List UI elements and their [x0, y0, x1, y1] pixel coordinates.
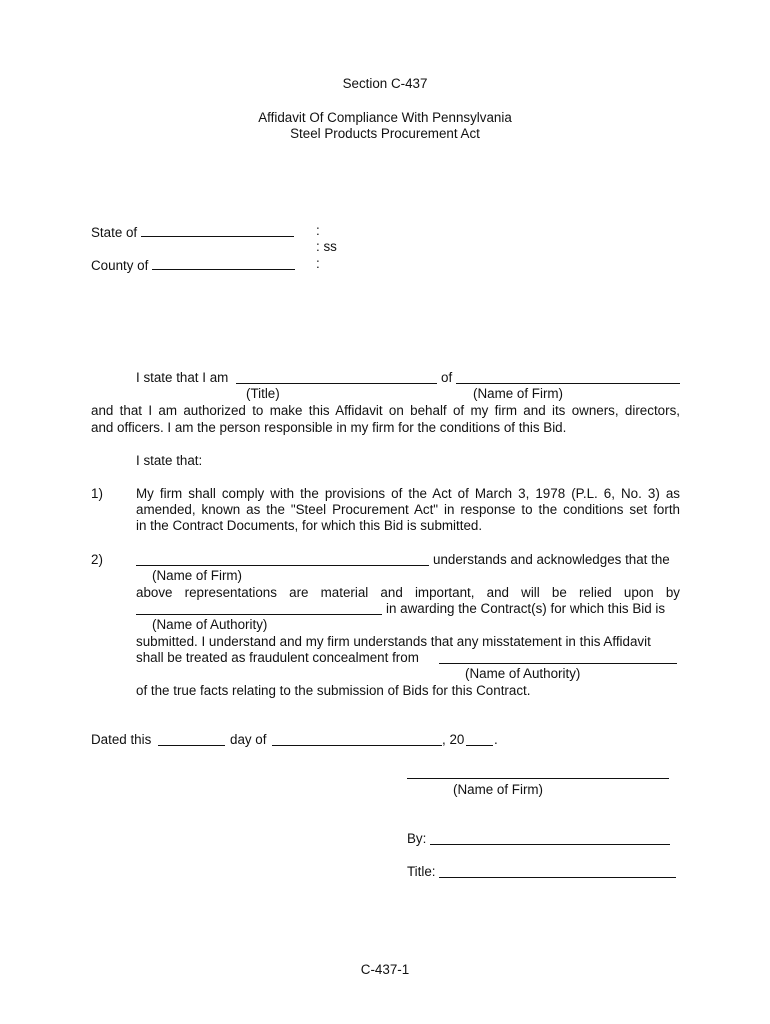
venue-colon-2: : [316, 256, 320, 271]
item-2-firm-caption: (Name of Firm) [152, 568, 243, 583]
item-1-number: 1) [91, 486, 103, 501]
item-2-firm-blank[interactable] [136, 552, 429, 566]
item-2-line-submitted: submitted. I understand and my firm understands that any misstatement in this Affidavit [136, 634, 651, 649]
item-2-authority-blank[interactable] [136, 601, 382, 615]
item-2-awarding: in awarding the Contract(s) for which this Bid is [386, 601, 666, 616]
signature-firm-blank[interactable] [407, 765, 669, 779]
signature-title-blank[interactable] [439, 864, 676, 878]
signature-firm-caption: (Name of Firm) [453, 782, 544, 797]
venue-colon-1: : [316, 223, 320, 238]
item-1-line-3: in the Contract Documents, for which this Bid is submitted. [136, 518, 483, 533]
state-of-label: State of [91, 225, 138, 240]
item-1-line-2: amended, known as the "Steel Procurement Act" in response to the conditions set forth [136, 502, 680, 517]
item-2-understands: understands and acknowledges that the [433, 552, 670, 567]
item-2-authority-caption-2: (Name of Authority) [465, 666, 581, 681]
statement-line-2: and officers. I am the person responsible in my firm for the conditions of this Bid. [91, 420, 567, 435]
dated-this-label: Dated this [91, 732, 152, 747]
county-of-row [91, 256, 295, 274]
item-2-line-treated: shall be treated as fraudulent concealment from [136, 650, 419, 665]
i-state-that: I state that: [136, 453, 203, 468]
title-label: Title: [407, 864, 436, 879]
county-of-label: County of [91, 258, 149, 273]
venue-ss: : ss [316, 239, 337, 254]
section-heading: Section C-437 [342, 76, 428, 91]
document-title-line1: Affidavit Of Compliance With Pennsylvania [258, 110, 512, 125]
dated-day-blank[interactable] [158, 732, 225, 746]
day-of-label: day of [230, 732, 267, 747]
title-caption: (Title) [246, 386, 280, 401]
item-2-line-above: above representations are material and important, and will be relied upon by [136, 585, 680, 600]
state-of-row [91, 223, 294, 241]
statement-line-1: and that I am authorized to make this Affidavit on behalf of my firm and its owners, directors, [91, 403, 680, 418]
i-state-that-i-am: I state that I am [136, 370, 229, 385]
of-label: of [441, 370, 453, 385]
firm-name-blank[interactable] [456, 370, 680, 384]
item-2-line-true: of the true facts relating to the submission of Bids for this Contract. [136, 683, 531, 698]
state-blank[interactable] [141, 223, 294, 237]
dated-period: . [494, 732, 498, 747]
firm-name-caption: (Name of Firm) [473, 386, 564, 401]
dated-year-blank[interactable] [466, 732, 493, 746]
year-prefix: , 20 [442, 732, 465, 747]
title-blank[interactable] [236, 370, 437, 384]
document-title-line2: Steel Products Procurement Act [290, 126, 480, 141]
item-2-authority-caption: (Name of Authority) [152, 617, 268, 632]
by-blank[interactable] [430, 831, 670, 845]
dated-month-blank[interactable] [272, 732, 442, 746]
item-1-line-1: My firm shall comply with the provisions of the Act of March 3, 1978 (P.L. 6, No. 3) as [136, 486, 680, 501]
county-blank[interactable] [152, 256, 295, 270]
item-2-number: 2) [91, 552, 103, 567]
by-label: By: [407, 831, 427, 846]
item-2-authority-blank-2[interactable] [439, 650, 677, 664]
page-id: C-437-1 [360, 962, 410, 977]
